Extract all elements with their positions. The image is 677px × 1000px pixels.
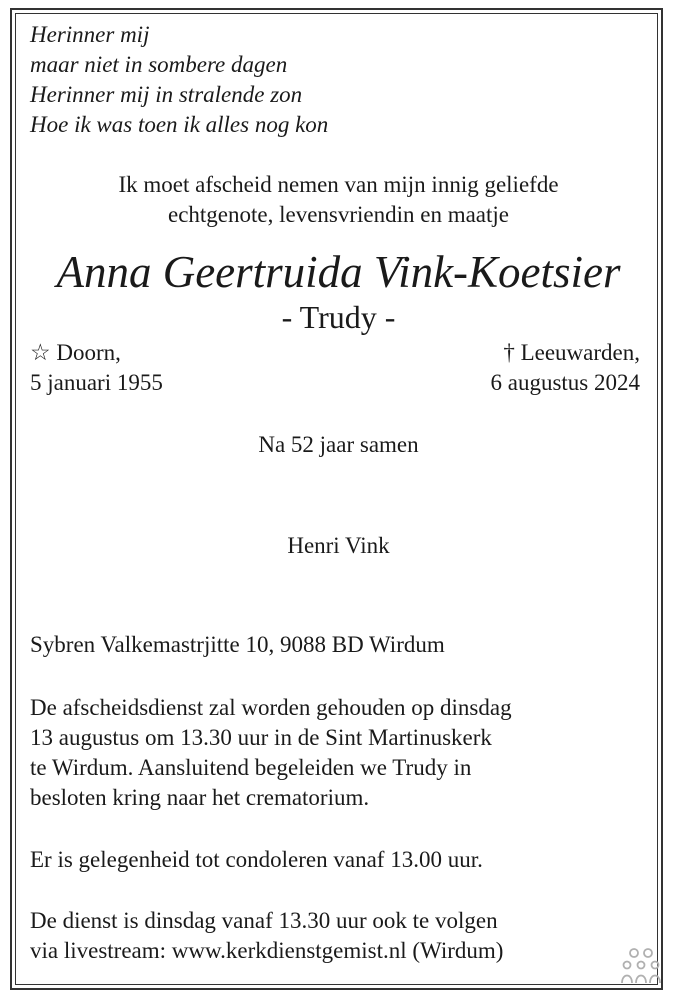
service-info [30,693,650,813]
livestream-line: via livestream: www.kerkdienstgemist.nl (Wirdum) [30,938,504,963]
notice-inner-border [15,13,658,985]
poem-line: Hoe ik was toen ik alles nog kon [30,112,329,137]
livestream-info [30,906,650,966]
poem-line: Herinner mij in stralende zon [30,82,303,107]
star-icon: ☆ [30,340,51,365]
service-line: besloten kring naar het crematorium. [30,785,370,810]
death-info [491,338,641,398]
birth-info [30,338,163,398]
poem [30,20,328,140]
poem-line: Herinner mij [30,22,150,47]
deceased-name: Anna Geertruida Vink-Koetsier [56,247,621,297]
intro-line: echtgenote, levensvriendin en maatje [167,202,510,227]
address: Sybren Valkemastrjitte 10, 9088 BD Wirdum [30,632,445,657]
poem-line: maar niet in sombere dagen [30,52,288,77]
service-line: 13 augustus om 13.30 uur in de Sint Martinuskerk [30,725,492,750]
birth-date: 5 januari 1955 [30,370,163,395]
condolence-info: Er is gelegenheid tot condoleren vanaf 13.00 uur. [30,847,483,872]
cross-icon: † [503,340,515,365]
service-line: te Wirdum. Aansluitend begeleiden we Trudy in [30,755,472,780]
signer-name: Henri Vink [287,533,390,558]
service-line: De afscheidsdienst zal worden gehouden op dinsdag [30,695,512,720]
years-together: Na 52 jaar samen [258,432,419,457]
birth-place: Doorn, [56,340,121,365]
notice-border [10,8,663,990]
intro-text [0,170,677,230]
death-place: Leeuwarden, [520,340,640,365]
livestream-line: De dienst is dinsdag vanaf 13.30 uur ook te volgen [30,908,498,933]
death-date: 6 augustus 2024 [490,370,640,395]
intro-line: Ik moet afscheid nemen van mijn innig geliefde [118,172,559,197]
deceased-nickname: - Trudy - [281,299,396,335]
people-group-logo-icon [620,945,662,987]
